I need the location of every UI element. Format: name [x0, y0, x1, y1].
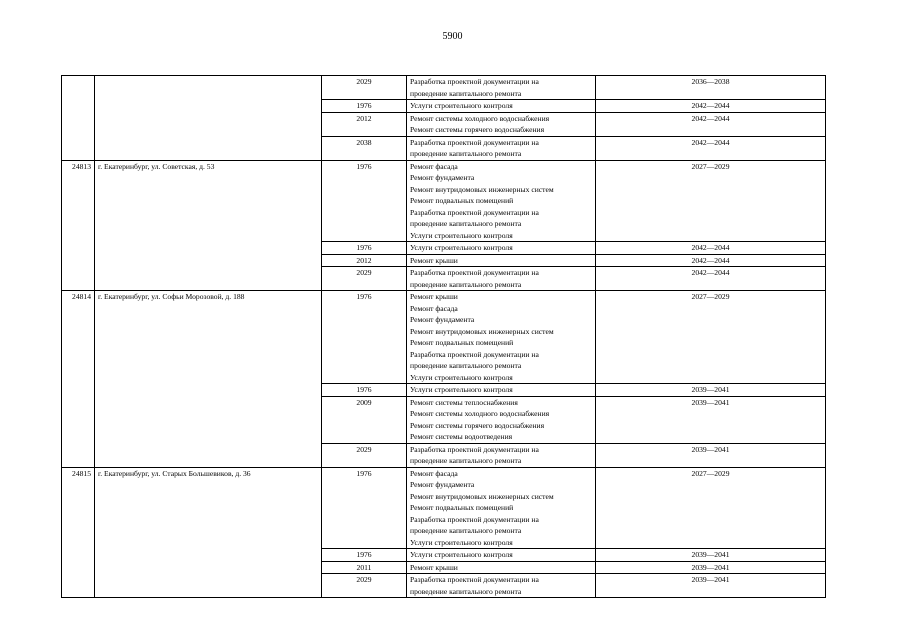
work-item: Разработка проектной документации на [410, 77, 539, 86]
year-cell: 1976 [322, 549, 407, 562]
building-number: 24815 [62, 467, 95, 598]
work-item: Ремонт внутридомовых инженерных систем [410, 491, 554, 501]
work-item: Ремонт системы горячего водоснабжения [410, 125, 545, 134]
work-item: Ремонт крыши [410, 292, 458, 301]
period-cell: 2039—2041 [596, 549, 826, 562]
work-item: Услуги строительного контроля [410, 385, 513, 394]
work-item: проведение капитального ремонта [410, 361, 522, 370]
work-item: Услуги строительного контроля [410, 537, 513, 547]
works-cell [407, 384, 596, 397]
building-address [95, 76, 322, 161]
work-item: Разработка проектной документации на [410, 514, 539, 524]
works-cell [407, 291, 596, 384]
work-item: Услуги строительного контроля [410, 243, 513, 252]
work-item: Ремонт системы водоотведения [410, 432, 513, 441]
work-item: проведение капитального ремонта [410, 279, 522, 289]
work-item: Разработка проектной документации на [410, 268, 539, 277]
table-row [62, 291, 826, 384]
period-cell: 2039—2041 [596, 574, 826, 598]
table-body [62, 76, 826, 598]
building-number [62, 76, 95, 161]
work-item: Услуги строительного контроля [410, 101, 513, 110]
works-cell [407, 574, 596, 598]
work-item: Ремонт фасада [410, 303, 458, 313]
building-address: г. Екатеринбург, ул. Советская, д. 53 [95, 160, 322, 291]
works-cell [407, 561, 596, 574]
works-cell [407, 136, 596, 160]
repair-schedule-table [61, 75, 826, 598]
year-cell: 2012 [322, 254, 407, 267]
building-address: г. Екатеринбург, ул. Софьи Морозовой, д. 188 [95, 291, 322, 468]
year-cell: 2029 [322, 267, 407, 291]
period-cell: 2039—2041 [596, 443, 826, 467]
work-item: проведение капитального ремонта [410, 586, 522, 596]
period-cell: 2039—2041 [596, 561, 826, 574]
work-item: Ремонт системы теплоснабжения [410, 397, 518, 407]
year-cell: 2029 [322, 443, 407, 467]
table-row [62, 467, 826, 549]
work-item: проведение капитального ремонта [410, 219, 522, 228]
work-item: Ремонт фундамента [410, 480, 475, 489]
work-item: Услуги строительного контроля [410, 550, 513, 559]
works-cell [407, 112, 596, 136]
period-cell: 2042—2044 [596, 254, 826, 267]
year-cell: 1976 [322, 160, 407, 242]
period-cell: 2042—2044 [596, 136, 826, 160]
work-item: Ремонт фасада [410, 468, 458, 478]
work-item: Ремонт фасада [410, 161, 458, 171]
period-cell: 2027—2029 [596, 160, 826, 242]
year-cell: 1976 [322, 242, 407, 255]
work-item: Разработка проектной документации на [410, 349, 539, 359]
period-cell: 2042—2044 [596, 100, 826, 113]
work-item: Разработка проектной документации на [410, 575, 539, 584]
works-cell [407, 549, 596, 562]
building-number: 24813 [62, 160, 95, 291]
year-cell: 1976 [322, 291, 407, 384]
year-cell: 1976 [322, 100, 407, 113]
year-cell: 2011 [322, 561, 407, 574]
work-item: Ремонт крыши [410, 255, 458, 265]
works-cell [407, 254, 596, 267]
year-cell: 1976 [322, 467, 407, 549]
work-item: Ремонт системы холодного водоснабжения [410, 113, 550, 123]
works-cell [407, 467, 596, 549]
period-cell: 2042—2044 [596, 242, 826, 255]
year-cell: 2029 [322, 76, 407, 100]
works-cell [407, 396, 596, 443]
work-item: Разработка проектной документации на [410, 207, 539, 217]
table-row [62, 160, 826, 242]
work-item: Ремонт системы холодного водоснабжения [410, 409, 550, 418]
year-cell: 2038 [322, 136, 407, 160]
period-cell: 2042—2044 [596, 112, 826, 136]
works-cell [407, 242, 596, 255]
year-cell: 2009 [322, 396, 407, 443]
works-cell [407, 160, 596, 242]
year-cell: 2012 [322, 112, 407, 136]
work-item: Разработка проектной документации на [410, 137, 539, 147]
building-address: г. Екатеринбург, ул. Старых Большевиков, д. 36 [95, 467, 322, 598]
page-number: 5900 [442, 31, 463, 42]
work-item: Разработка проектной документации на [410, 444, 539, 454]
period-cell: 2039—2041 [596, 384, 826, 397]
period-cell: 2036—2038 [596, 76, 826, 100]
work-item: проведение капитального ремонта [410, 456, 522, 465]
work-item: Ремонт фундамента [410, 315, 475, 324]
year-cell: 2029 [322, 574, 407, 598]
work-item: Ремонт системы горячего водоснабжения [410, 420, 545, 430]
work-item: Услуги строительного контроля [410, 372, 513, 382]
work-item: Услуги строительного контроля [410, 230, 513, 240]
period-cell: 2042—2044 [596, 267, 826, 291]
table-row [62, 76, 826, 100]
building-number: 24814 [62, 291, 95, 468]
work-item: проведение капитального ремонта [410, 526, 522, 535]
work-item: Ремонт внутридомовых инженерных систем [410, 184, 554, 194]
period-cell: 2027—2029 [596, 291, 826, 384]
works-cell [407, 443, 596, 467]
period-cell: 2039—2041 [596, 396, 826, 443]
period-cell: 2027—2029 [596, 467, 826, 549]
works-cell [407, 267, 596, 291]
work-item: Ремонт подвальных помещений [410, 338, 514, 347]
year-cell: 1976 [322, 384, 407, 397]
work-item: проведение капитального ремонта [410, 88, 522, 98]
work-item: Ремонт внутридомовых инженерных систем [410, 326, 554, 336]
work-item: Ремонт подвальных помещений [410, 196, 514, 205]
work-item: проведение капитального ремонта [410, 149, 522, 158]
work-item: Ремонт крыши [410, 562, 458, 572]
works-cell [407, 100, 596, 113]
work-item: Ремонт фундамента [410, 173, 475, 182]
works-cell [407, 76, 596, 100]
work-item: Ремонт подвальных помещений [410, 503, 514, 512]
